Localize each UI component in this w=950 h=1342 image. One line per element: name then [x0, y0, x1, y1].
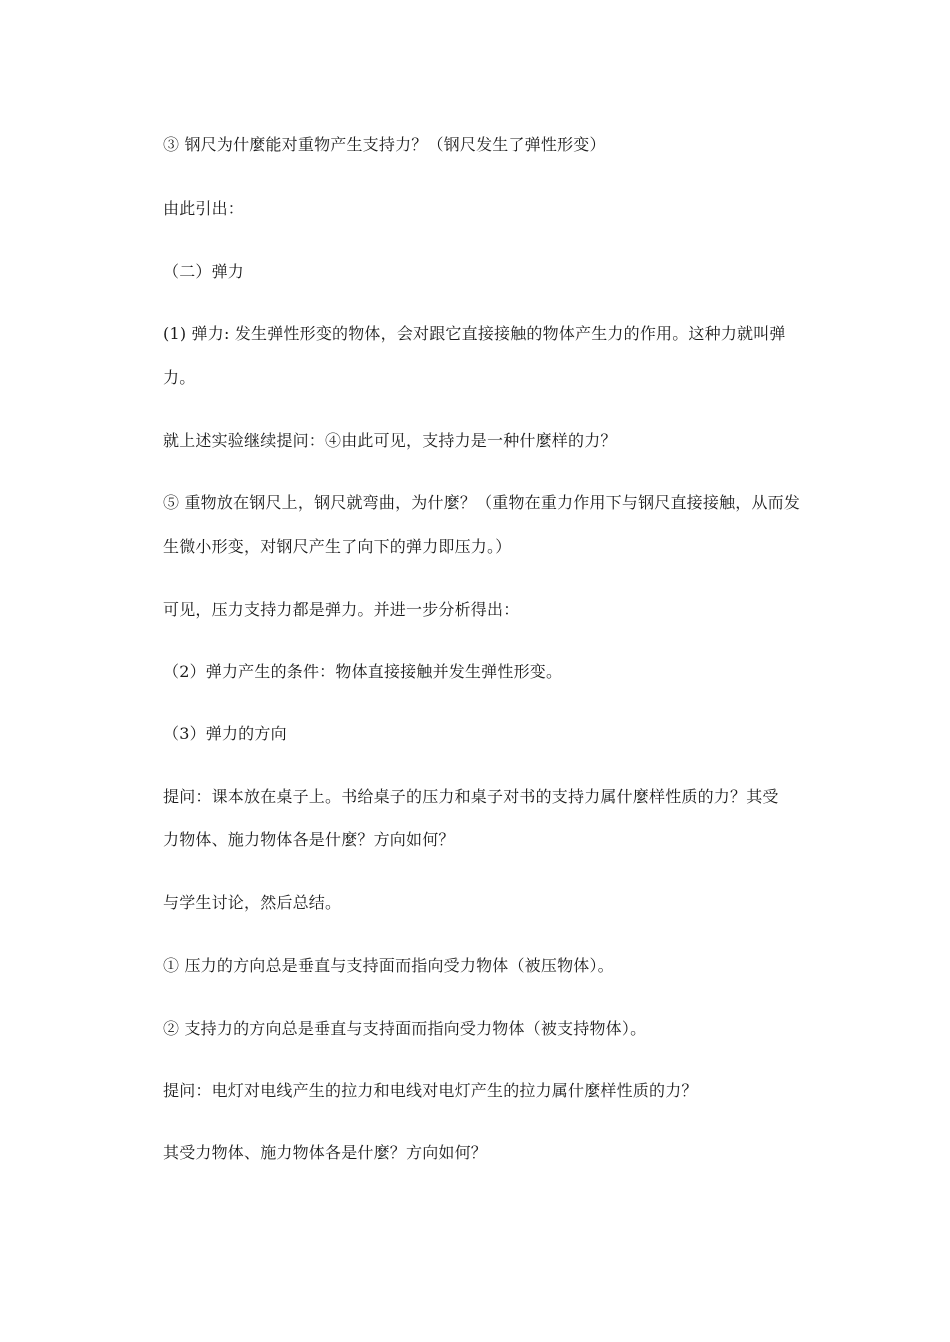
subsection-heading: （3）弹力的方向	[163, 724, 287, 743]
text-line: 提问：电灯对电线产生的拉力和电线对电灯产生的拉力属什麼样性质的力？	[163, 1081, 698, 1100]
text-line: 力。	[163, 368, 196, 387]
text-line: 与学生讨论，然后总结。	[163, 893, 342, 912]
text-line: 提问：课本放在桌子上。书给桌子的压力和桌子对书的支持力属什麼样性质的力？其受	[163, 787, 779, 806]
text-line: ⑤ 重物放在钢尺上，钢尺就弯曲，为什麼？（重物在重力作用下与钢尺直接接触，从而发	[163, 493, 801, 512]
text-line: 其受力物体、施力物体各是什麼？方向如何？	[163, 1143, 488, 1162]
text-line: （2）弹力产生的条件：物体直接接触并发生弹性形变。	[163, 662, 563, 681]
text-line: ① 压力的方向总是垂直与支持面而指向受力物体（被压物体）。	[163, 956, 614, 975]
text-line: 由此引出：	[163, 199, 245, 218]
text-line: 可见，压力支持力都是弹力。并进一步分析得出：	[163, 600, 520, 619]
section-heading: （二）弹力	[163, 262, 245, 281]
text-line: 力物体、施力物体各是什麼？方向如何？	[163, 830, 455, 849]
text-line: 就上述实验继续提问：④由此可见，支持力是一种什麼样的力？	[163, 431, 617, 450]
text-line: ② 支持力的方向总是垂直与支持面而指向受力物体（被支持物体）。	[163, 1019, 647, 1038]
text-line: (1) 弹力: 发生弹性形变的物体，会对跟它直接接触的物体产生力的作用。这种力就叫弹	[163, 324, 786, 343]
text-line: ③ 钢尺为什麼能对重物产生支持力？（钢尺发生了弹性形变）	[163, 135, 606, 154]
text-line: 生微小形变，对钢尺产生了向下的弹力即压力。）	[163, 537, 512, 556]
